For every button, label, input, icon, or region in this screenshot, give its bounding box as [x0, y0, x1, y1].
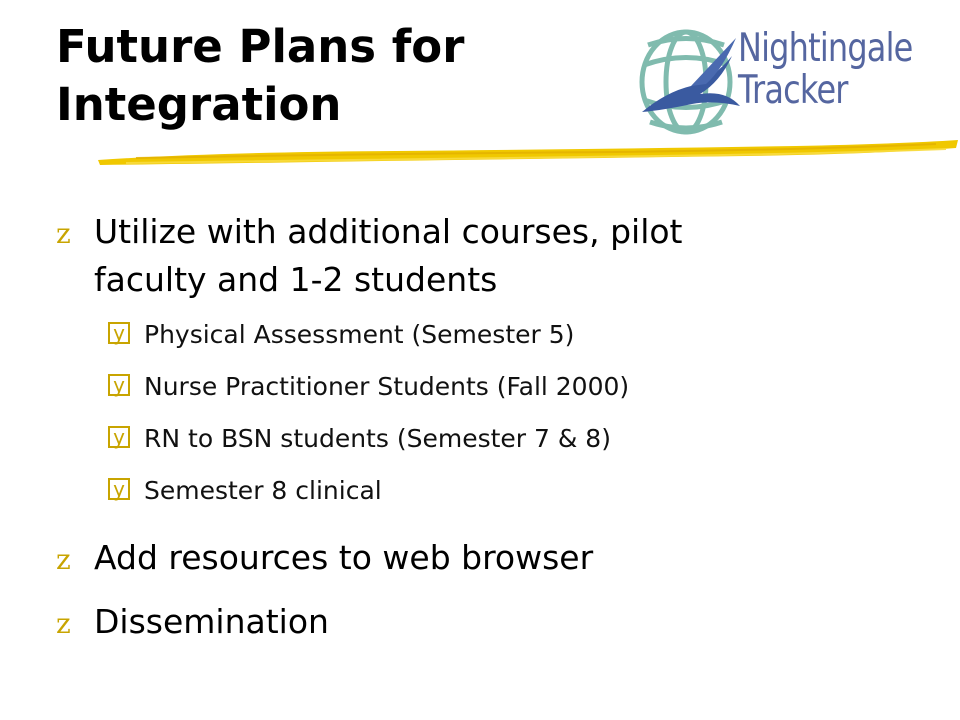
sub-list-item [108, 422, 936, 456]
bullet-marker: z [56, 543, 71, 576]
checkbox-bullet-icon: y [108, 426, 130, 448]
logo-word-nightingale: Nightingale [738, 26, 913, 71]
title-underline-swoosh [96, 138, 960, 168]
sub-list-item [108, 318, 936, 352]
slide-title-line-2: Integration [56, 78, 342, 131]
list-item [56, 534, 936, 582]
logo-wordmark [738, 28, 913, 112]
sub-list-item [108, 370, 936, 404]
sub-list-item-text: Physical Assessment (Semester 5) [144, 320, 575, 349]
logo-word-tracker: Tracker [738, 68, 848, 113]
sub-list-item-text: RN to BSN students (Semester 7 & 8) [144, 424, 611, 453]
checkbox-bullet-icon: y [108, 478, 130, 500]
list-item-text-line-1: Dissemination [94, 602, 329, 641]
list-item-text-line-2: faculty and 1-2 students [94, 260, 498, 299]
sub-list-item-text: Nurse Practitioner Students (Fall 2000) [144, 372, 630, 401]
slide-title-line-1: Future Plans for [56, 20, 465, 73]
bullet-marker: z [56, 217, 71, 250]
list-item-text-line-1: Add resources to web browser [94, 538, 594, 577]
slide-title [56, 18, 616, 134]
list-item [56, 598, 936, 646]
list-item [56, 208, 936, 304]
checkbox-bullet-icon: y [108, 374, 130, 396]
bullet-marker: z [56, 607, 71, 640]
sub-list-item-text: Semester 8 clinical [144, 476, 382, 505]
list-item-text-line-1: Utilize with additional courses, pilot [94, 212, 683, 251]
sub-list-item [108, 474, 936, 508]
bullet-list [56, 208, 936, 646]
checkbox-bullet-icon: y [108, 322, 130, 344]
